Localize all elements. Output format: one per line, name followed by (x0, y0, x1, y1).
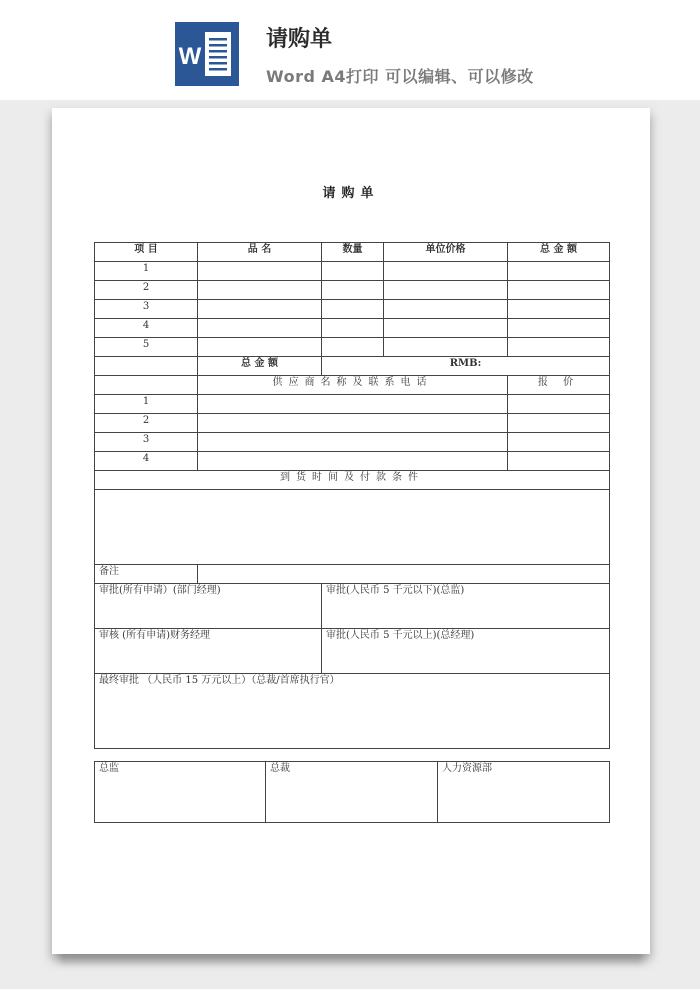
item-number: 1 (95, 262, 198, 281)
sign-president-cell[interactable]: 总裁 (266, 762, 438, 823)
supplier-cell[interactable] (198, 452, 508, 471)
item-row (95, 262, 610, 281)
page-header (0, 0, 700, 100)
remarks-cell[interactable] (198, 565, 610, 584)
total-row (95, 357, 610, 376)
item-total-cell[interactable] (508, 300, 610, 319)
item-total-cell[interactable] (508, 319, 610, 338)
word-icon (175, 22, 239, 86)
item-price-cell[interactable] (384, 281, 508, 300)
col-product: 品 名 (198, 243, 322, 262)
column-header-row (95, 243, 610, 262)
supplier-row (95, 395, 610, 414)
item-row (95, 319, 610, 338)
sign-director-cell[interactable]: 总监 (95, 762, 266, 823)
item-price-cell[interactable] (384, 338, 508, 357)
remarks-label: 备注 (95, 565, 198, 584)
quote-cell[interactable] (508, 414, 610, 433)
supplier-cell[interactable] (198, 414, 508, 433)
final-approval-row (95, 674, 610, 749)
approval-row-2 (95, 629, 610, 674)
final-approval-cell[interactable]: 最终审批 （人民币 15 万元以上）（总裁/首席执行官） (95, 674, 610, 749)
supplier-header-row (95, 376, 610, 395)
supplier-cell[interactable] (198, 395, 508, 414)
item-price-cell[interactable] (384, 319, 508, 338)
supplier-row (95, 433, 610, 452)
approval-over5k-cell[interactable]: 审批(人民币 5 千元以上)(总经理) (322, 629, 610, 674)
col-unit-price: 单位价格 (384, 243, 508, 262)
delivery-content-row (95, 490, 610, 565)
item-product-cell[interactable] (198, 338, 322, 357)
item-number: 5 (95, 338, 198, 357)
approval-under5k-cell[interactable]: 审批(人民币 5 千元以下)(总监) (322, 584, 610, 629)
item-quantity-cell[interactable] (322, 300, 384, 319)
supplier-number: 1 (95, 395, 198, 414)
item-number: 3 (95, 300, 198, 319)
item-product-cell[interactable] (198, 262, 322, 281)
supplier-number: 4 (95, 452, 198, 471)
review-finance-cell[interactable]: 审核 (所有申请)财务经理 (95, 629, 322, 674)
item-quantity-cell[interactable] (322, 262, 384, 281)
col-item: 项 目 (95, 243, 198, 262)
quote-cell[interactable] (508, 452, 610, 471)
total-blank-cell (95, 357, 198, 376)
item-product-cell[interactable] (198, 281, 322, 300)
page-subtitle: Word A4打印 可以编辑、可以修改 (266, 67, 534, 86)
sign-hr-cell[interactable]: 人力资源部 (438, 762, 610, 823)
item-row (95, 300, 610, 319)
supplier-header: 供应商名称及联系电话 (198, 376, 508, 395)
approval-dept-cell[interactable]: 审批(所有申请）(部门经理) (95, 584, 322, 629)
rmb-cell[interactable]: RMB: (322, 357, 610, 376)
item-row (95, 281, 610, 300)
item-number: 4 (95, 319, 198, 338)
item-product-cell[interactable] (198, 300, 322, 319)
item-total-cell[interactable] (508, 262, 610, 281)
supplier-cell[interactable] (198, 433, 508, 452)
quote-cell[interactable] (508, 433, 610, 452)
item-price-cell[interactable] (384, 262, 508, 281)
item-quantity-cell[interactable] (322, 319, 384, 338)
col-total: 总 金 额 (508, 243, 610, 262)
approval-row-1 (95, 584, 610, 629)
item-total-cell[interactable] (508, 281, 610, 300)
document-page (52, 108, 650, 954)
signature-table (94, 761, 610, 823)
item-quantity-cell[interactable] (322, 281, 384, 300)
item-number: 2 (95, 281, 198, 300)
quote-header: 报 价 (508, 376, 610, 395)
supplier-row (95, 452, 610, 471)
page-title: 请购单 (266, 27, 333, 52)
quote-cell[interactable] (508, 395, 610, 414)
col-quantity: 数量 (322, 243, 384, 262)
item-product-cell[interactable] (198, 319, 322, 338)
signature-row (95, 762, 610, 823)
item-price-cell[interactable] (384, 300, 508, 319)
delivery-header-row (95, 471, 610, 490)
document-title: 请购单 (322, 186, 380, 201)
word-icon-letter: W (178, 43, 202, 70)
item-row (95, 338, 610, 357)
remarks-row (95, 565, 610, 584)
delivery-header: 到货时间及付款条件 (95, 471, 610, 490)
item-total-cell[interactable] (508, 338, 610, 357)
delivery-content-cell[interactable] (95, 490, 610, 565)
item-quantity-cell[interactable] (322, 338, 384, 357)
purchase-request-form (94, 242, 610, 749)
supplier-number: 3 (95, 433, 198, 452)
supplier-row (95, 414, 610, 433)
supplier-number: 2 (95, 414, 198, 433)
total-label: 总 金 额 (198, 357, 322, 376)
supplier-blank-cell (95, 376, 198, 395)
